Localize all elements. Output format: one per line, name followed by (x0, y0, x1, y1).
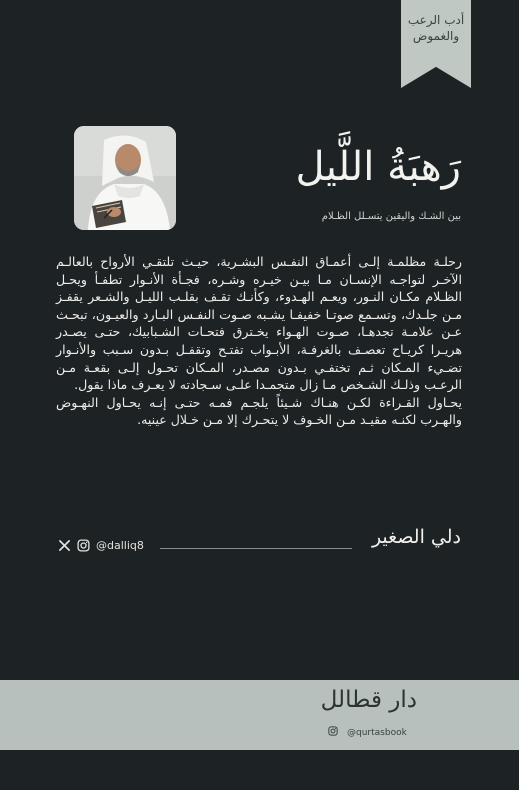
instagram-icon (77, 539, 90, 552)
publisher-handle: @qurtasbook (347, 727, 407, 738)
bottom-band (0, 750, 519, 790)
publisher-logo-text: دار قطالل (320, 687, 417, 713)
divider (160, 548, 352, 549)
book-subtitle: بين الشـك واليقين يتسـلل الظـلام (321, 211, 461, 222)
instagram-icon (328, 726, 341, 739)
blurb-paragraph: يحـاول القـراءة لكـن هنـاك شـيئاً يلجـم فمـه حتـى إنـه يحـاول النهـوض والهـرب لكنـه مقيـد مـن الخـوف لا يتحـرك إلا مـن خـلال عينيه. (56, 394, 462, 428)
x-icon (58, 539, 71, 552)
blurb-paragraph: رحلـة مظلمـة إلـى أعمـاق النفـس البشـرية، حيـث تلتقـي الأرواح بالعالـم الآخـر لتواجـه الإنسـان مـا بيـن خيـره وشـره، فجـأة الأنـوار تطفـأ ويحـل الظـلام مكـان النـور، ويعـم الهـدوء، وكأنـك تقـف بقلـب الليـل والشـعر يقفـز مـن جلـدك، وتسـمع صوتـا خفيفـا يشـبه صـوت النفـس البـارد والعيـون، تبحـث عـن علامـة تجدهـا، صـوت الهـواء يخـترق فتحـات الشـبابيك، حتـى يصـدر هريـرا كريـاح تعصـف بالغرفـة، الأبـواب تفتـح وتقفـل بـدون سـبب والأنـوار تضـيء المـكان ثـم تختفـي بـدون مصـدر، المـكان تحـول إلـى بقعـة مـن الرعـب وذلـك الشـخص مـا زال متجمـدا علـى سـجادته لا يعـرف ماذا يقول. (56, 254, 462, 393)
publisher-band (0, 680, 519, 750)
author-photo (74, 126, 176, 230)
publisher-social (328, 726, 407, 739)
book-blurb (56, 253, 462, 429)
book-title: رَهبَةُ اللَّيل (295, 144, 461, 190)
genre-label: أدب الرعب والغموض (407, 13, 465, 43)
author-portrait-image (74, 126, 176, 230)
author-name: دلي الصغير (371, 526, 461, 548)
author-social (58, 539, 144, 552)
author-handle: @dalliq8 (96, 539, 144, 552)
